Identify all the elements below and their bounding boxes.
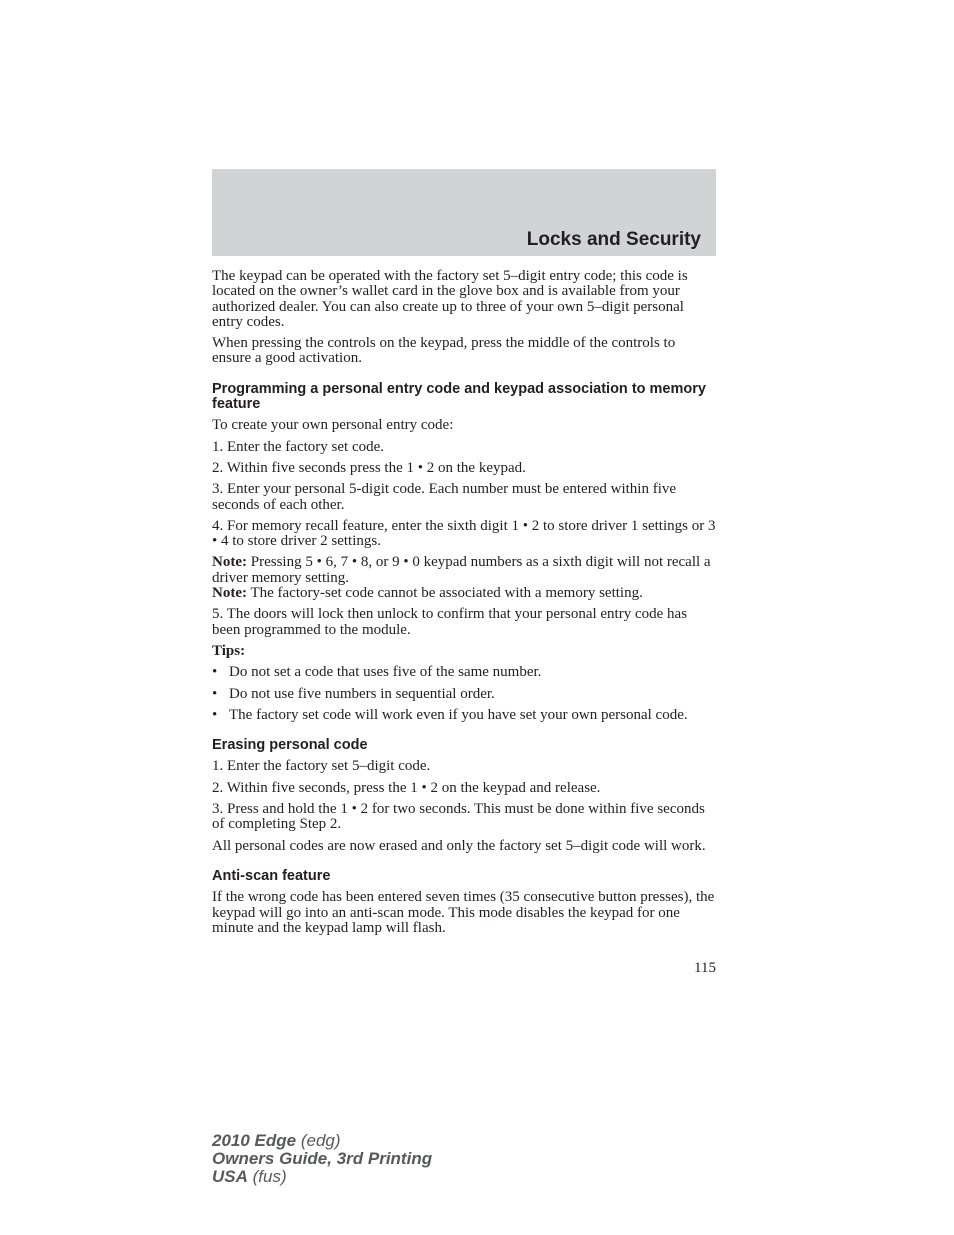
erasing-step: 2. Within five seconds, press the 1 • 2 on the keypad and release.	[212, 779, 601, 796]
page-number: 115	[694, 960, 716, 976]
footer-market-code: (fus)	[247, 1167, 287, 1186]
note-text: Pressing 5 • 6, 7 • 8, or 9 • 0 keypad numbers as a sixth digit will not recall a driver memory setting.	[212, 554, 711, 586]
tips-list	[212, 665, 716, 723]
programming-step: 1. Enter the factory set code.	[212, 438, 385, 455]
tips-label-text: Tips:	[212, 642, 246, 659]
antiscan-text: If the wrong code has been entered seven times (35 consecutive button presses), the keypad will go into an anti-scan mode. This mode disables the keypad for one minute and the keypad lamp will flash.	[212, 889, 715, 936]
erasing-step: 1. Enter the factory set 5–digit code.	[212, 758, 431, 775]
note-label: Note:	[212, 585, 247, 602]
programming-step: 3. Enter your personal 5-digit code. Each number must be entered within five seconds of each other.	[212, 481, 677, 513]
tip-text: Do not use five numbers in sequential order.	[229, 685, 495, 702]
erasing-heading: Erasing personal code	[212, 737, 368, 754]
erasing-step: 3. Press and hold the 1 • 2 for two seconds. This must be done within five seconds of completing Step 2.	[212, 801, 705, 833]
erasing-result: All personal codes are now erased and only the factory set 5–digit code will work.	[212, 837, 706, 854]
bullet-icon: •	[212, 664, 218, 681]
list-item	[212, 665, 716, 680]
tips-label	[212, 644, 716, 659]
footer-line	[212, 1168, 432, 1186]
page-content	[212, 269, 716, 942]
programming-step: 2. Within five seconds press the 1 • 2 on the keypad.	[212, 459, 526, 476]
note-paragraph	[212, 555, 716, 586]
antiscan-heading: Anti-scan feature	[212, 867, 331, 884]
bullet-icon: •	[212, 685, 218, 702]
list-item	[212, 708, 716, 723]
note-text: The factory-set code cannot be associated with a memory setting.	[246, 585, 643, 602]
footer-market: USA	[212, 1167, 248, 1186]
section-header-band	[212, 169, 716, 256]
tip-text: The factory set code will work even if you have set your own personal code.	[229, 706, 688, 723]
programming-step: 5. The doors will lock then unlock to confirm that your personal entry code has been programmed to the module.	[212, 606, 688, 638]
intro-paragraph: When pressing the controls on the keypad, press the middle of the controls to ensure a good activation.	[212, 335, 676, 367]
note-label: Note:	[212, 554, 247, 571]
section-title: Locks and Security	[526, 229, 701, 250]
programming-lead: To create your own personal entry code:	[212, 417, 454, 434]
bullet-icon: •	[212, 706, 218, 723]
footer-model: 2010 Edge	[212, 1131, 297, 1150]
tip-text: Do not set a code that uses five of the same number.	[229, 664, 542, 681]
footer-line	[212, 1132, 432, 1150]
intro-paragraph: The keypad can be operated with the factory set 5–digit entry code; this code is located on the owner’s wallet card in the glove box and is available from your authorized dealer. You can also create up to three of your own 5–digit personal entry codes.	[212, 268, 688, 330]
footer-model-code: (edg)	[296, 1131, 341, 1150]
list-item	[212, 687, 716, 702]
footer-edition: Owners Guide, 3rd Printing	[212, 1149, 433, 1168]
document-footer	[212, 1132, 432, 1186]
programming-heading: Programming a personal entry code and keypad association to memory feature	[212, 380, 706, 413]
programming-step: 4. For memory recall feature, enter the sixth digit 1 • 2 to store driver 1 settings or 3 • 4 to store driver 2 settings.	[212, 517, 716, 550]
note-paragraph	[212, 586, 716, 601]
